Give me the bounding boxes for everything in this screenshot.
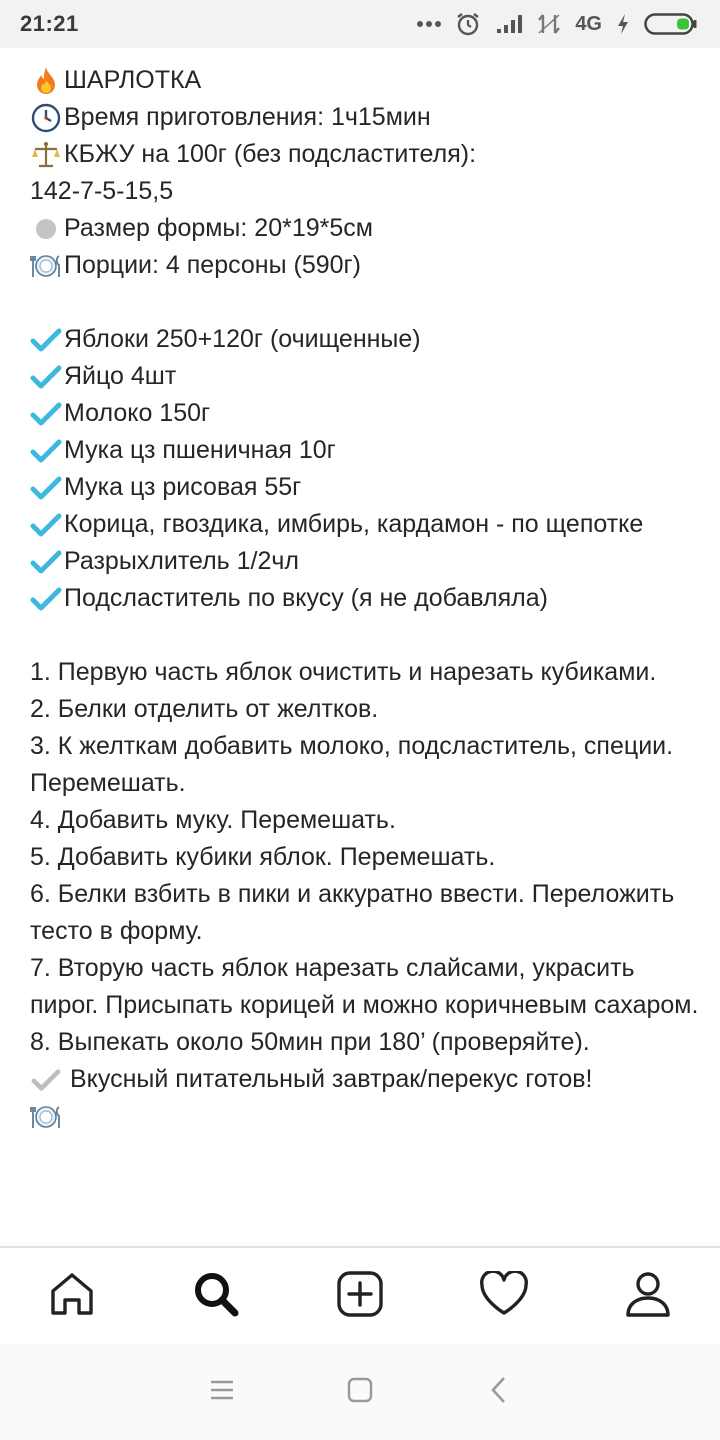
nav-activity-button[interactable]	[464, 1256, 544, 1336]
check-mark-icon	[30, 472, 62, 504]
closing-text: Вкусный питательный завтрак/перекус готов!	[70, 1065, 593, 1093]
closing-line	[30, 1061, 700, 1098]
spacer	[30, 617, 700, 654]
step-item: 6. Белки взбить в пики и аккуратно ввести. Переложить тесто в форму.	[30, 880, 675, 945]
system-back-button[interactable]	[429, 1362, 567, 1422]
step-item: 7. Вторую часть яблок нарезать слайсами, украсить пирог. Присыпать корицей и можно коричневым сахаром.	[30, 954, 699, 1019]
ingredient-item	[30, 395, 700, 432]
meta-kbju-line	[30, 136, 700, 173]
title-line	[30, 62, 700, 99]
check-mark-icon	[30, 509, 62, 541]
home-square-icon	[347, 1377, 373, 1408]
ingredient-text: Мука цз пшеничная 10г	[64, 436, 336, 464]
gray-circle-icon	[30, 213, 62, 245]
ingredient-text: Яблоки 250+120г (очищенные)	[64, 325, 421, 353]
step-item: 3. К желткам добавить молоко, подсластитель, специи. Перемешать.	[30, 732, 674, 797]
fire-icon	[30, 65, 62, 97]
home-icon	[48, 1270, 96, 1323]
ingredient-item	[30, 321, 700, 358]
check-mark-icon	[30, 435, 62, 467]
system-menu-button[interactable]	[153, 1362, 291, 1422]
profile-icon	[624, 1270, 672, 1323]
step-item: 2. Белки отделить от желтков.	[30, 695, 379, 723]
ingredient-item	[30, 506, 700, 543]
bottom-navigation	[0, 1248, 720, 1344]
status-icons	[417, 11, 698, 37]
ingredient-text: Корица, гвоздика, имбирь, кардамон - по щепотке	[64, 510, 644, 538]
ingredient-item	[30, 432, 700, 469]
meta-portions-line	[30, 247, 700, 284]
system-home-button[interactable]	[291, 1362, 429, 1422]
kbju-values-line	[30, 173, 700, 210]
scales-icon	[30, 139, 62, 171]
nav-new-post-button[interactable]	[320, 1256, 400, 1336]
plate-cutlery-icon	[30, 250, 62, 282]
menu-icon	[209, 1379, 235, 1406]
battery-icon	[644, 12, 698, 36]
check-mark-icon	[30, 546, 62, 578]
meta-form-line	[30, 210, 700, 247]
check-mark-icon	[30, 361, 62, 393]
check-mark-icon	[30, 324, 62, 356]
post-caption	[30, 62, 700, 1135]
portions: Порции: 4 персоны (590г)	[64, 251, 361, 279]
no-signal-icon	[537, 13, 561, 35]
network-type: 4G	[575, 12, 602, 35]
ingredient-item	[30, 358, 700, 395]
step-item: 5. Добавить кубики яблок. Перемешать.	[30, 843, 496, 871]
ingredient-text: Яйцо 4шт	[64, 362, 177, 390]
meta-time-line	[30, 99, 700, 136]
signal-icon	[495, 13, 523, 35]
kbju-label: КБЖУ на 100г (без подсластителя):	[64, 140, 477, 168]
nav-home-button[interactable]	[32, 1256, 112, 1336]
activity-heart-icon	[479, 1271, 529, 1322]
form-size: Размер формы: 20*19*5см	[64, 214, 373, 242]
plate-cutlery-icon	[30, 1101, 62, 1133]
ingredient-text: Разрыхлитель 1/2чл	[64, 547, 300, 575]
spacer	[30, 284, 700, 321]
closing-emoji-line	[30, 1098, 700, 1135]
gray-check-icon	[30, 1064, 62, 1096]
new-post-icon	[336, 1270, 384, 1323]
system-navigation-bar	[0, 1344, 720, 1440]
step-item: 1. Первую часть яблок очистить и нарезать кубиками.	[30, 658, 657, 686]
alarm-icon	[455, 11, 481, 37]
cooking-time: Время приготовления: 1ч15мин	[64, 103, 431, 131]
check-mark-icon	[30, 583, 62, 615]
kbju-values: 142-7-5-15,5	[30, 177, 174, 205]
check-mark-icon	[30, 398, 62, 430]
search-icon	[192, 1270, 240, 1323]
charging-icon	[616, 13, 630, 35]
recipe-title: ШАРЛОТКА	[64, 66, 202, 94]
ingredient-text: Мука цз рисовая 55г	[64, 473, 302, 501]
nav-profile-button[interactable]	[608, 1256, 688, 1336]
ingredient-text: Молоко 150г	[64, 399, 211, 427]
ingredient-item	[30, 543, 700, 580]
step-item: 4. Добавить муку. Перемешать.	[30, 806, 396, 834]
status-bar	[0, 0, 720, 48]
step-item: 8. Выпекать около 50мин при 180’ (проверяйте).	[30, 1028, 590, 1056]
status-time: 21:21	[20, 11, 79, 36]
ingredient-item	[30, 580, 700, 617]
clock-icon	[30, 102, 62, 134]
nav-search-button[interactable]	[176, 1256, 256, 1336]
back-icon	[489, 1376, 507, 1409]
ingredient-item	[30, 469, 700, 506]
more-dots-icon	[417, 20, 441, 28]
ingredient-text: Подсластитель по вкусу (я не добавляла)	[64, 584, 548, 612]
